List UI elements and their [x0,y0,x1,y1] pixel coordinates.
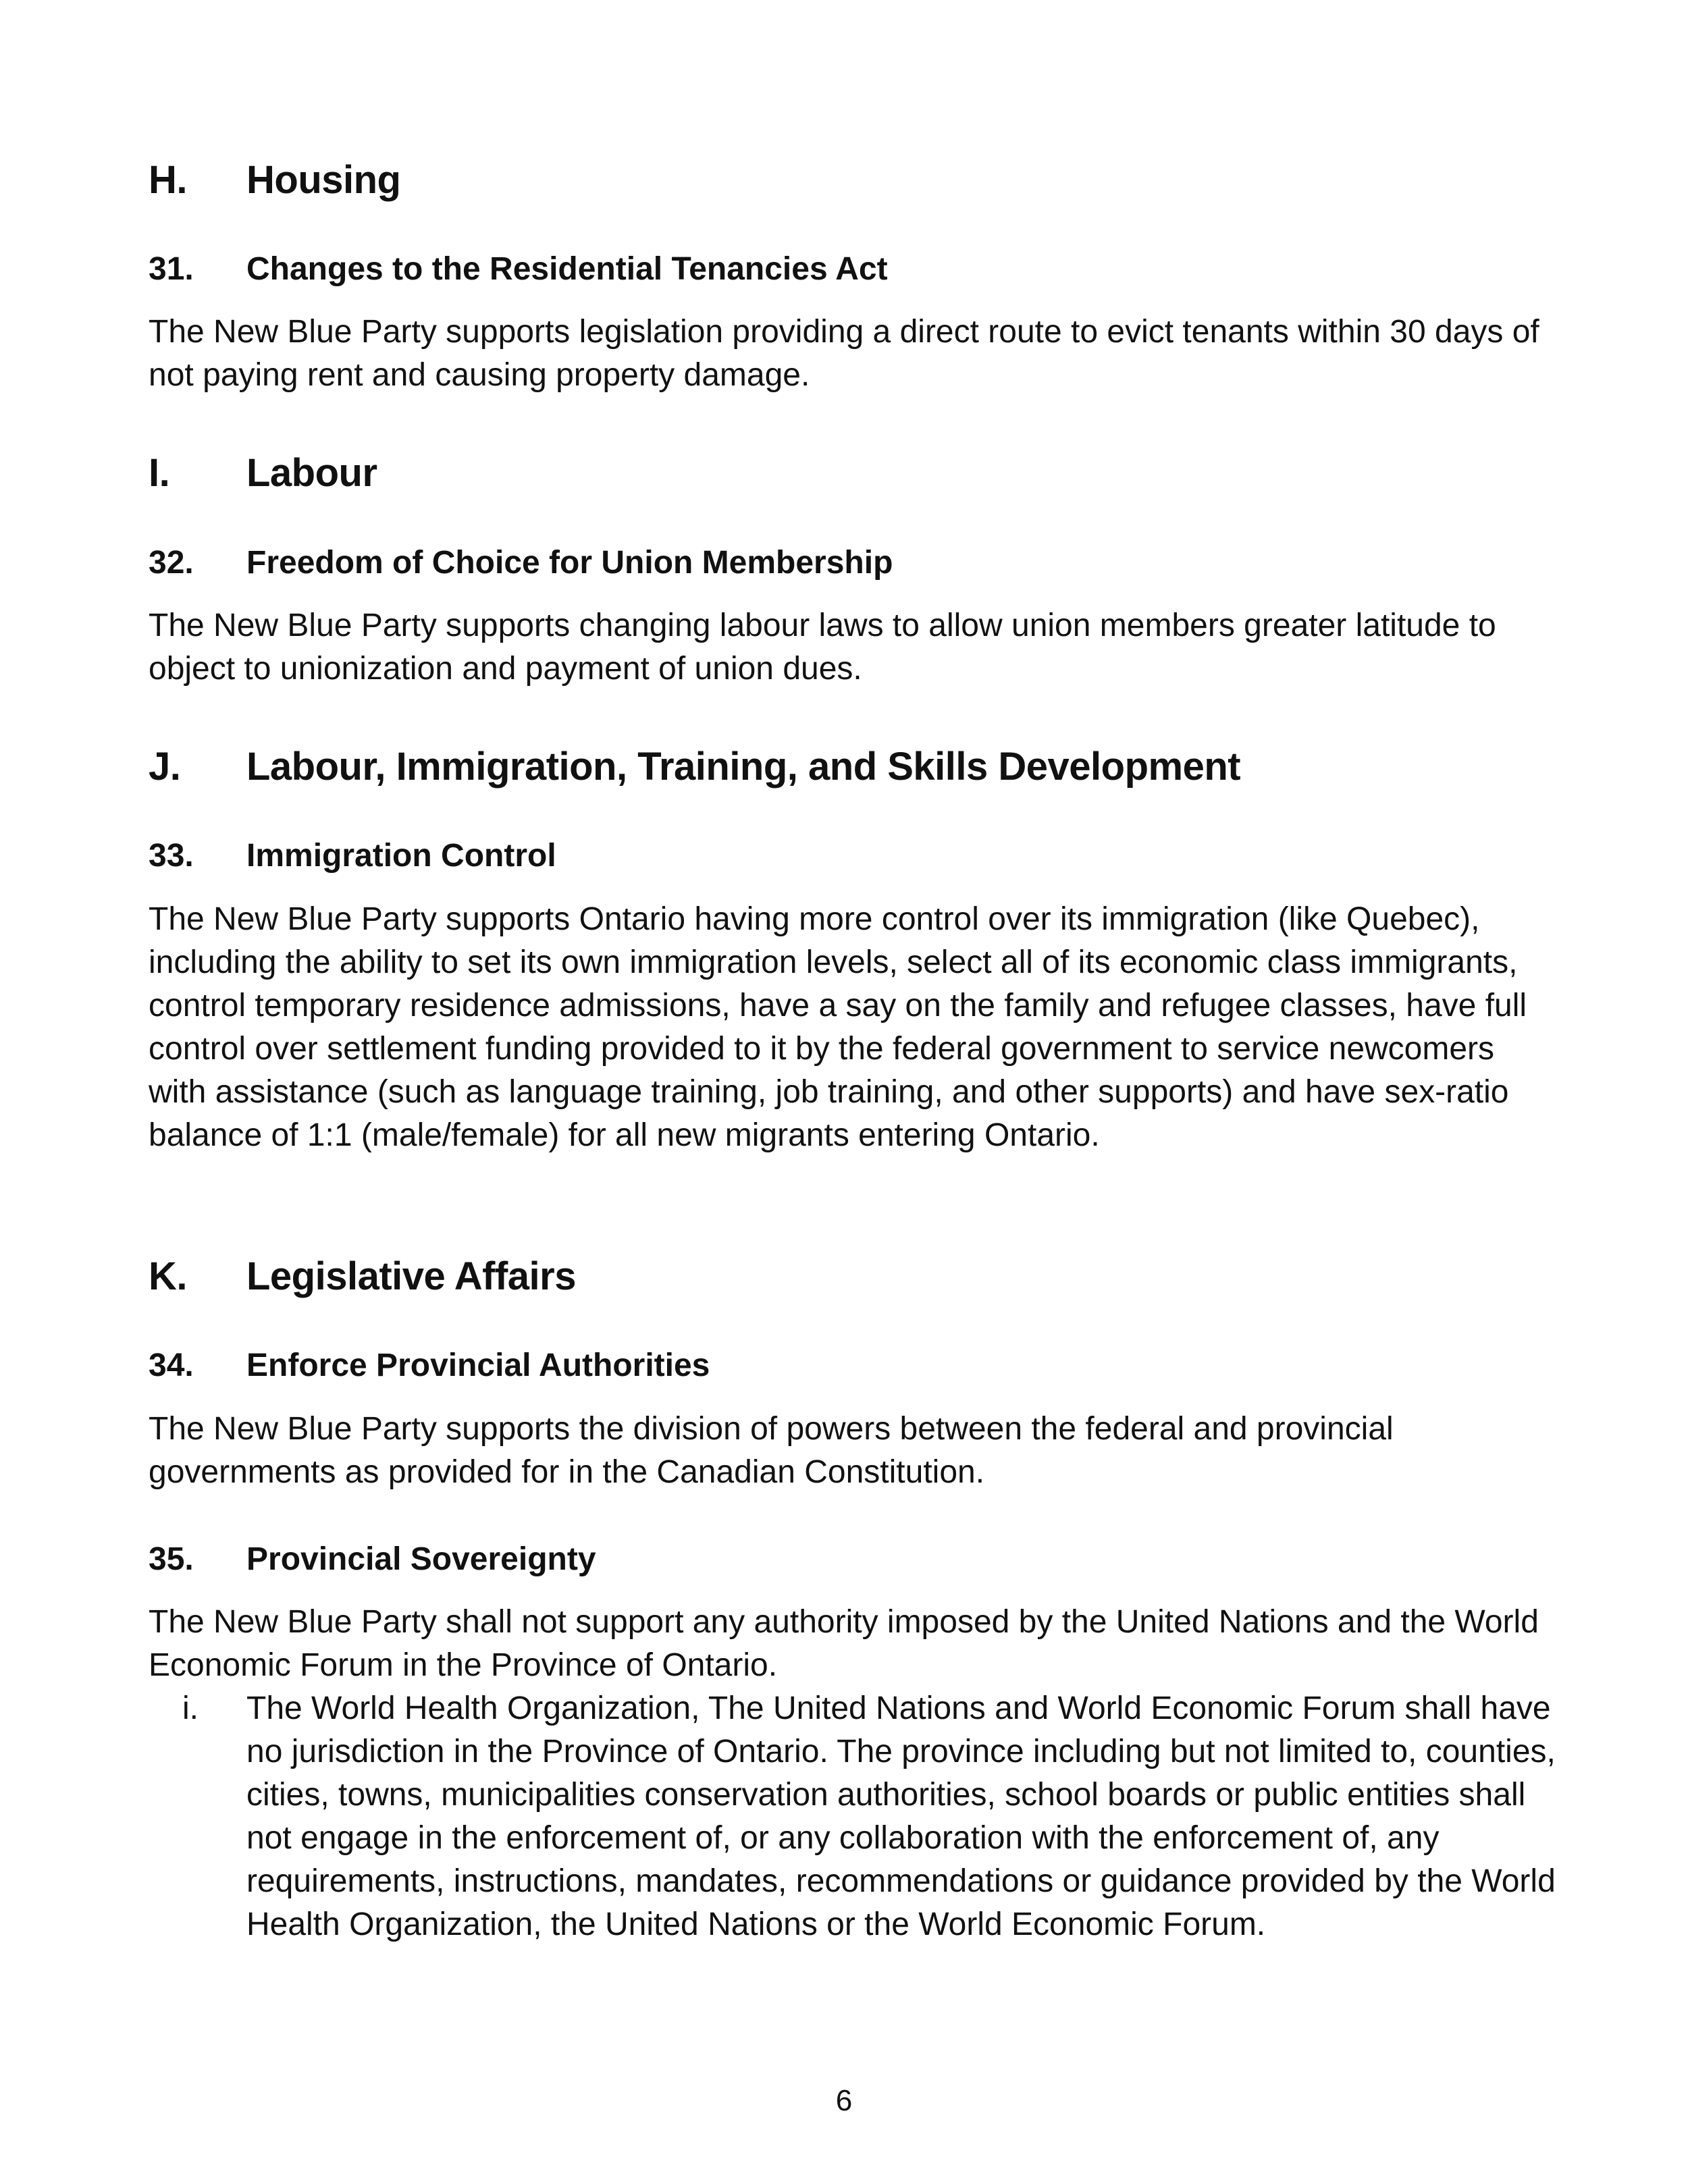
section-letter: J. [149,745,181,789]
paragraph-33: The New Blue Party supports Ontario having more control over its immigration (like Quebec), including the ability to set its own immigration levels, select all of its economic class immigrants, control temporary residence admissions, have a say on the family and refugee classes, have full control over settlement funding provided to it by the federal government to service newcomers with assistance (such as language training, job training, and other supports) and have sex-ratio balance of 1:1 (male/female) for all new migrants entering Ontario. [149,901,1527,1153]
section-title: Housing [246,158,401,202]
page-number: 6 [835,2084,853,2117]
list-item-text: The World Health Organization, The United Nations and World Economic Forum shall have no jurisdiction in the Province of Ontario. The province including but not limited to, counties, cities, towns, municipalities conservation authorities, school boards or public entities shall not engage in the enforcement of, or any collaboration with the enforcement of, any requirements, instructions, mandates, recommendations or guidance provided by the World Health Organization, the United Nations or the World Economic Forum. [246,1690,1556,1942]
paragraph-35: The New Blue Party shall not support any authority imposed by the United Nations and the World Economic Forum in the Province of Ontario. [149,1604,1539,1683]
subsection-title: Immigration Control [246,838,556,874]
paragraph-34: The New Blue Party supports the division of powers between the federal and provincial governments as provided for in the Canadian Constitution. [149,1411,1394,1490]
section-title: Labour [246,451,377,495]
section-letter: I. [149,451,170,495]
subsection-title: Provincial Sovereignty [246,1541,596,1577]
subsection-number: 32. [149,545,194,581]
subsection-number: 31. [149,251,194,287]
section-title: Labour, Immigration, Training, and Skills Development [246,745,1241,789]
subsection-title: Changes to the Residential Tenancies Act [246,251,888,287]
subsection-title: Freedom of Choice for Union Membership [246,545,893,581]
list-marker: i. [182,1690,199,1726]
subsection-title: Enforce Provincial Authorities [246,1348,710,1383]
subsection-number: 35. [149,1541,194,1577]
subsection-number: 34. [149,1348,194,1383]
paragraph-31: The New Blue Party supports legislation providing a direct route to evict tenants within 30 days of not paying rent and causing property damage. [149,314,1539,393]
section-letter: H. [149,158,187,202]
section-letter: K. [149,1254,187,1298]
section-title: Legislative Affairs [246,1254,576,1298]
paragraph-32: The New Blue Party supports changing labour laws to allow union members greater latitude to object to unionization and payment of union dues. [149,608,1496,687]
subsection-number: 33. [149,838,194,874]
